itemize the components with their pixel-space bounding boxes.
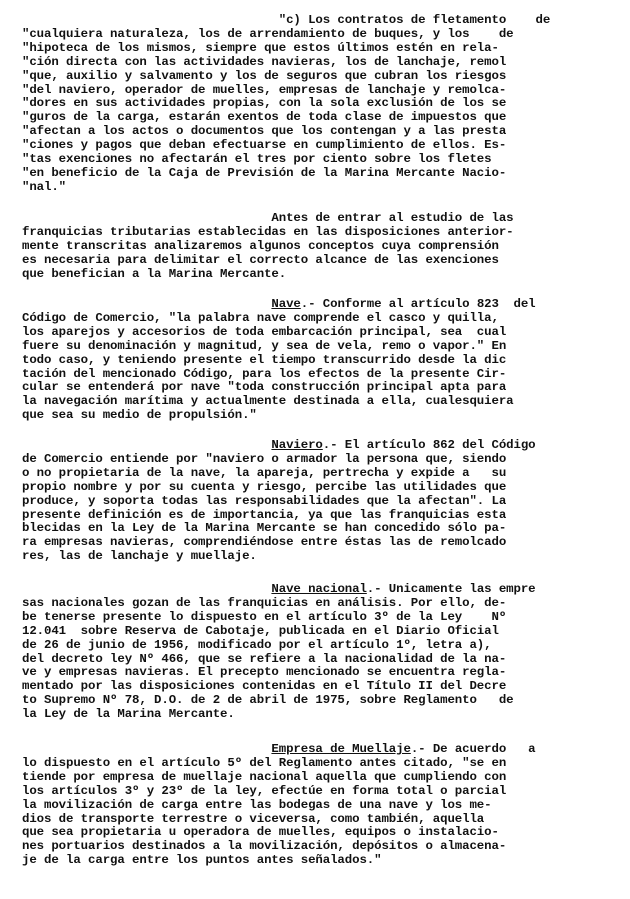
text-line: que sea su medio de propulsión." [22,409,257,423]
text-line: mentado por las disposiciones contenidas en el Título II del Decre [22,680,507,694]
text-line: nes portuarios destinados a la movilización, depósitos o almacena- [22,840,507,854]
text-line: es necesaria para delimitar el correcto alcance de las exenciones [22,253,499,267]
text-line: Nave.- Conforme al artículo 823 del [271,298,536,311]
text-line: ra empresas navieras, comprendiéndose entre éstas las de remolcado [22,536,507,550]
paragraph-empresa-muellaje [22,743,618,868]
text-line: todo caso, y teniendo presente el tiempo transcurrido desde la dic [22,353,507,367]
text-line: los artículos 3º y 23º de la ley, efectúe en forma total o parcial [22,784,507,798]
text-line: fuere su denominación y magnitud, y sea de vela, remo o vapor." En [22,339,507,353]
text-line: "del naviero, operador de muelles, empresas de lanchaje y remolca- [22,83,507,97]
text-line: Código de Comercio, "la palabra nave comprende el casco y quilla, [22,311,499,325]
text-line: Empresa de Muellaje.- De acuerdo a [271,743,536,756]
text-line: presente definición es de importancia, ya que las franquicias esta [22,508,507,522]
text-line: "guros de la carga, estarán exentos de toda clase de impuestos que [22,111,507,125]
text-line: cular se entenderá por nave "toda construcción principal apta para [22,381,507,395]
text-line: franquicias tributarias establecidas en las disposiciones anterior- [22,225,514,239]
text-line: del decreto ley Nº 466, que se refiere a la nacionalidad de la na- [22,652,507,666]
text-line: o no propietaria de la nave, la apareja, pertrecha y expide a su [22,466,507,480]
text-line: be tenerse presente lo dispuesto en el artículo 3º de la Ley Nº [22,610,507,624]
paragraph-naviero [22,439,618,564]
text-line: blecidas en la Ley de la Marina Mercante se han concedido sólo pa- [22,522,507,536]
text-line: tación del mencionado Código, para los efectos de la presente Cir- [22,367,507,381]
text-line: je de la carga entre los puntos antes señalados." [22,854,382,868]
text-line: de Comercio entiende por "naviero o armador la persona que, siendo [22,452,507,466]
text-line: 12.041 sobre Reserva de Cabotaje, publicada en el Diario Oficial [22,624,499,638]
section-heading: Nave nacional [271,583,367,596]
text-line: Antes de entrar al estudio de las [22,212,514,225]
text-line: que benefician a la Marina Mercante. [22,267,287,281]
section-heading: Empresa de Muellaje [271,743,411,756]
text-line: propio nombre y por su cuenta y riesgo, percibe las utilidades que [22,480,507,494]
text-line: sas nacionales gozan de las franquicias en análisis. Por ello, de- [22,596,507,610]
text-line: "afectan a los actos o documentos que los contengan y a las presta [22,125,507,139]
text-line: "ciones y pagos que deban efectuarse en cumplimiento de ellos. Es- [22,139,507,153]
text-line: "ción directa con las actividades navieras, los de lanchaje, remol [22,55,507,69]
paragraph-nave-nacional [22,583,618,722]
section-heading: Naviero [271,439,323,452]
text-line: que sea propietaria u operadora de muelles, equipos o instalacio- [22,826,499,840]
text-line: ve y empresas navieras. El precepto mencionado se encuentra regla- [22,666,507,680]
text-line: la navegación marítima y actualmente destinada a ella, cualesquiera [22,395,514,409]
text-line: mente transcritas analizaremos algunos conceptos cuya comprensión [22,239,499,253]
text-line: "que, auxilio y salvamento y los de seguros que cubran los riesgos [22,69,507,83]
text-line: "c) Los contratos de fletamento de [22,14,551,27]
text-line: la Ley de la Marina Mercante. [22,708,235,722]
section-heading: Nave [271,298,301,311]
text-line: Naviero.- El artículo 862 del Código [271,439,536,452]
paragraph-introduction [22,212,618,282]
text-line: Nave nacional.- Unicamente las empre [271,583,536,596]
text-line: "dores en sus actividades propias, con la sola exclusión de los se [22,97,507,111]
text-line: "cualquiera naturaleza, los de arrendamiento de buques, y los de [22,27,514,41]
text-line: la movilización de carga entre las bodegas de una nave y los me- [22,798,492,812]
paragraph-contracts-exemption [22,14,618,195]
text-line: "hipoteca de los mismos, siempre que estos últimos estén en rela- [22,41,499,55]
text-line: de 26 de junio de 1956, modificado por el artículo 1º, letra a), [22,638,492,652]
text-line: lo dispuesto en el artículo 5º del Reglamento antes citado, "se en [22,756,507,770]
text-line: tiende por empresa de muellaje nacional aquella que cumpliendo con [22,770,507,784]
text-line: dios de transporte terrestre o viceversa, como también, aquella [22,812,485,826]
text-line: "tas exenciones no afectarán el tres por ciento sobre los fletes [22,153,492,167]
text-line: res, las de lanchaje y muellaje. [22,550,257,564]
text-line: los aparejos y accesorios de toda embarcación principal, sea cual [22,325,507,339]
text-line: "nal." [22,180,67,194]
paragraph-nave [22,298,618,423]
text-line: produce, y soporta todas las responsabilidades que la afectan". La [22,494,507,508]
text-line: "en beneficio de la Caja de Previsión de la Marina Mercante Nacio- [22,166,507,180]
text-line: to Supremo Nº 78, D.O. de 2 de abril de 1975, sobre Reglamento de [22,694,514,708]
